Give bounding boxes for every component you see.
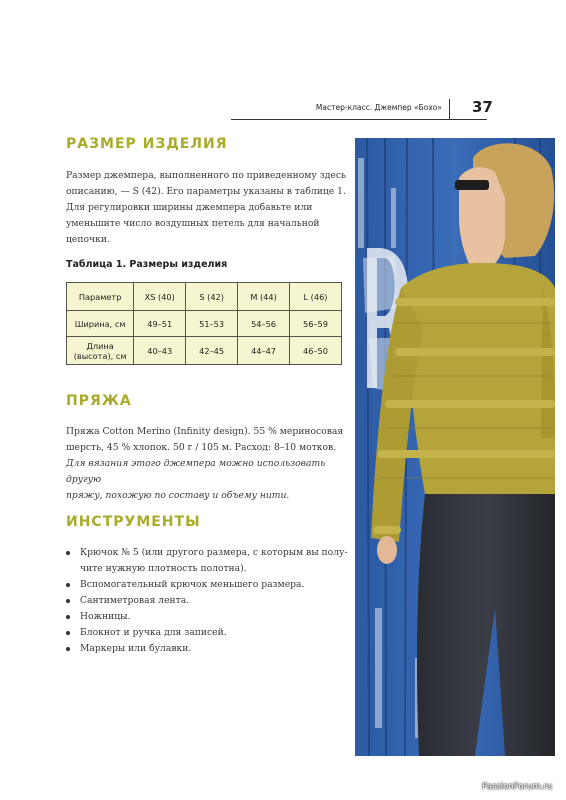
bullet-icon bbox=[66, 599, 70, 603]
table-row bbox=[67, 337, 342, 365]
list-item bbox=[66, 577, 356, 593]
table-cell: 42–45 bbox=[186, 337, 238, 365]
table-title: Таблица 1. Размеры изделия bbox=[66, 259, 228, 270]
table-cell-line: Длина bbox=[86, 340, 114, 351]
table-cell: 49–51 bbox=[134, 311, 186, 337]
header-separator bbox=[449, 99, 450, 119]
table-header-cell: XS (40) bbox=[134, 283, 186, 311]
tools-list bbox=[66, 545, 356, 657]
size-line: уменьшите число воздушных петель для начальной bbox=[66, 218, 320, 229]
list-item-text: Ножницы. bbox=[80, 611, 131, 622]
table-cell: 46–50 bbox=[290, 337, 342, 365]
table-cell-line: (высота), см bbox=[73, 350, 127, 361]
size-line: описанию, — S (42). Его параметры указаны в таблице 1. bbox=[66, 186, 346, 197]
running-title: Мастер-класс. Джемпер «Бохо» bbox=[315, 103, 442, 112]
table-cell bbox=[67, 337, 134, 365]
table-cell: 56–59 bbox=[290, 311, 342, 337]
list-item-text: Маркеры или булавки. bbox=[80, 643, 192, 654]
watermark: PassionForum.ru bbox=[482, 782, 553, 792]
table-header-cell: Параметр bbox=[67, 283, 134, 311]
size-paragraph bbox=[66, 168, 348, 248]
size-line: Размер джемпера, выполненного по приведенному здесь bbox=[66, 170, 346, 181]
list-item-text: Блокнот и ручка для записей. bbox=[80, 627, 227, 638]
table-cell: 54–56 bbox=[238, 311, 290, 337]
table-cell: Ширина, см bbox=[67, 311, 134, 337]
list-item bbox=[66, 641, 356, 657]
yarn-italic-line: пряжу, похожую по составу и объему нити. bbox=[66, 490, 290, 501]
list-item bbox=[66, 625, 356, 641]
yarn-heading: ПРЯЖА bbox=[66, 393, 132, 409]
table-header-cell: M (44) bbox=[238, 283, 290, 311]
list-item bbox=[66, 609, 356, 625]
list-item-text: чите нужную плотность полотна). bbox=[80, 563, 247, 574]
header-rule bbox=[231, 119, 487, 120]
bullet-icon bbox=[66, 647, 70, 651]
size-heading: РАЗМЕР ИЗДЕЛИЯ bbox=[66, 136, 228, 152]
list-item-text: Сантиметровая лента. bbox=[80, 595, 190, 606]
size-line: цепочки. bbox=[66, 234, 110, 245]
sizes-table bbox=[66, 282, 342, 365]
yarn-line: шерсть, 45 % хлопок. 50 г / 105 м. Расход: 8–10 мотков. bbox=[66, 442, 337, 453]
table-header-cell: L (46) bbox=[290, 283, 342, 311]
bullet-icon bbox=[66, 631, 70, 635]
table-cell: 51–53 bbox=[186, 311, 238, 337]
bullet-icon bbox=[66, 615, 70, 619]
page-number: 37 bbox=[472, 98, 493, 116]
list-item bbox=[66, 545, 356, 577]
tools-heading: ИНСТРУМЕНТЫ bbox=[66, 514, 201, 530]
bullet-icon bbox=[66, 551, 70, 555]
yarn-italic-line: Для вязания этого джемпера можно использовать другую bbox=[66, 458, 326, 485]
table-cell: 40–43 bbox=[134, 337, 186, 365]
list-item-text: Вспомогательный крючок меньшего размера. bbox=[80, 579, 305, 590]
table-row bbox=[67, 311, 342, 337]
list-item bbox=[66, 593, 356, 609]
list-item-text: Крючок № 5 (или другого размера, с которым вы полу- bbox=[80, 547, 348, 558]
table-cell: 44–47 bbox=[238, 337, 290, 365]
yarn-paragraph bbox=[66, 424, 356, 504]
yarn-line: Пряжа Cotton Merino (Infinity design). 55 % мериносовая bbox=[66, 426, 344, 437]
model-photo bbox=[355, 138, 555, 756]
table-header-cell: S (42) bbox=[186, 283, 238, 311]
size-line: Для регулировки ширины джемпера добавьте или bbox=[66, 202, 313, 213]
bullet-icon bbox=[66, 583, 70, 587]
